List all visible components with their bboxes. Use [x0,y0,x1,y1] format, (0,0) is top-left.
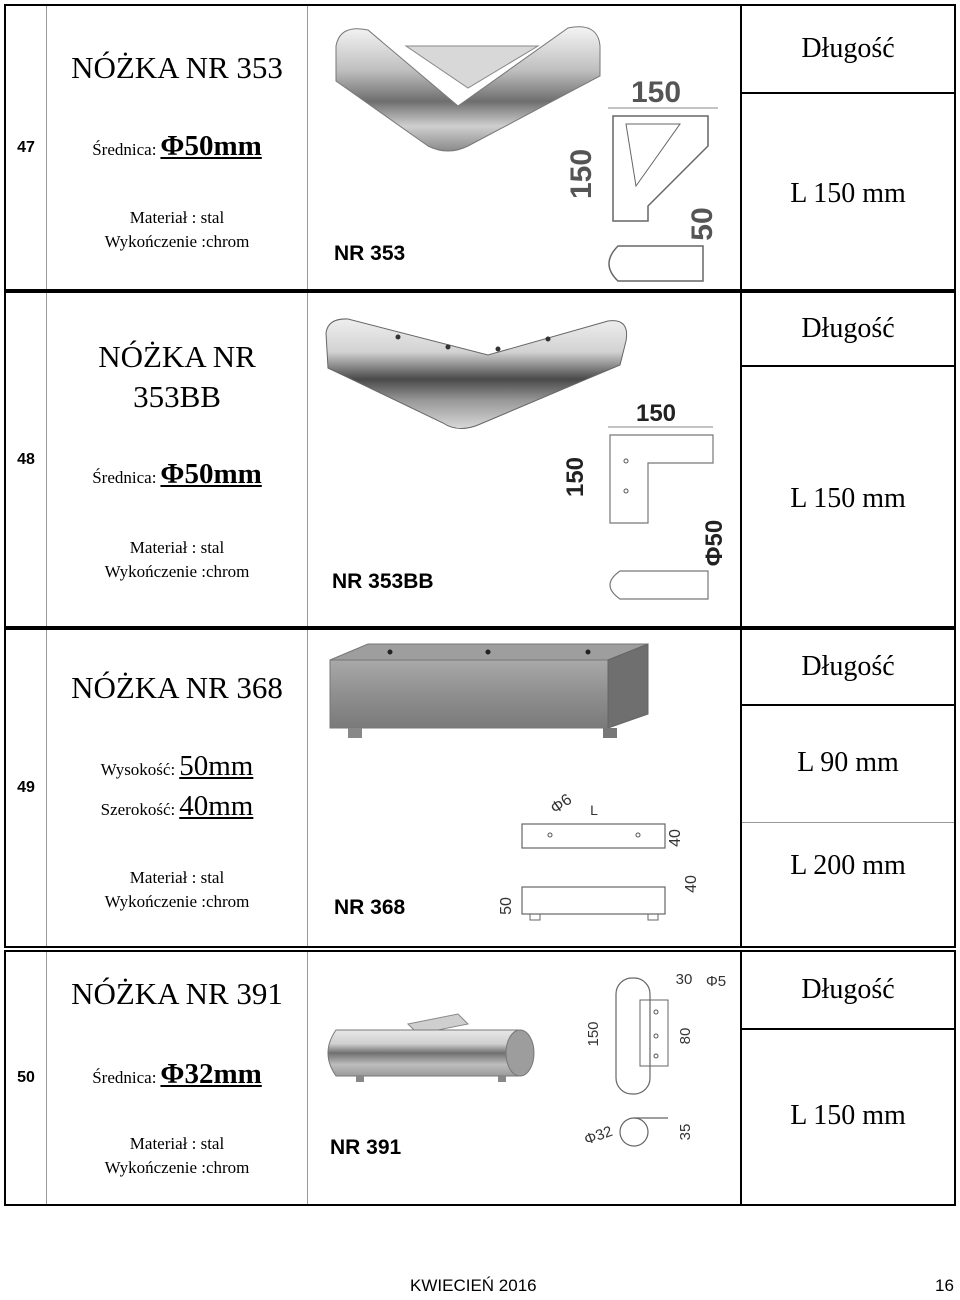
length-value: L 150 mm [790,1100,906,1131]
diameter-line [47,1058,307,1091]
dim-label: Φ6 [547,791,576,818]
length-column [740,6,954,289]
item-number: 48 [6,293,47,626]
length-value: L 150 mm [790,178,906,209]
item-number: 47 [6,6,47,289]
width-line [47,790,307,823]
product-description [47,6,308,289]
product-code: NR 353 [334,242,406,265]
finish-line: Wykończenie :chrom [104,232,250,251]
dim-label: 80 [677,1027,694,1045]
dim-label: 150 [562,456,589,498]
product-description [47,630,308,946]
diameter-line [47,130,307,163]
dim-label: L [590,802,598,818]
dim-label: 150 [635,400,677,427]
diameter-label: Średnica: [92,140,157,159]
length-column [740,630,954,946]
dim-label: Φ50 [701,519,728,567]
dim-label: 40 [683,875,700,893]
product-code: NR 391 [330,1136,402,1159]
product-row-47 [4,4,956,291]
diameter-value: Φ50mm [160,458,262,490]
item-number: 50 [6,952,47,1204]
diameter-value: Φ50mm [160,130,262,162]
height-value: 50mm [179,750,254,782]
product-images [308,6,740,289]
product-code: NR 368 [334,896,406,919]
product-images [308,952,740,1204]
material-line: Materiał : stal [129,868,225,887]
dim-label: 40 [667,829,684,847]
product-description [47,952,308,1204]
width-label: Szerokość: [100,800,176,819]
page-number: 16 [935,1276,954,1295]
product-images [308,293,740,626]
length-value: L 150 mm [790,483,906,514]
diameter-label: Średnica: [92,468,157,487]
dim-label: 35 [677,1123,694,1141]
product-title: NÓŻKA NR 353 [71,50,283,85]
dim-label: 150 [630,76,682,109]
length-header: Długość [742,630,954,706]
dim-label: 150 [565,148,598,200]
height-line [47,750,307,783]
product-description [47,293,308,626]
product-code: NR 353BB [332,570,434,593]
dim-label: 30 [675,971,693,988]
finish-line: Wykończenie :chrom [104,892,250,911]
dim-label: 150 [585,1021,602,1047]
height-label: Wysokość: [100,760,176,779]
length-value: L 90 mm [797,747,899,778]
length-divider [742,822,954,823]
technical-drawing [308,952,740,1204]
dim-label: Φ5 [705,973,727,990]
dim-label: 50 [498,897,515,915]
diameter-value: Φ32mm [160,1058,262,1090]
product-title-line-1: NÓŻKA NR [98,339,256,374]
footer-date: KWIECIEŃ 2016 [410,1276,537,1295]
product-row-48 [4,291,956,628]
length-column [740,293,954,626]
finish-line: Wykończenie :chrom [104,1158,250,1177]
material-line: Materiał : stal [129,1134,225,1153]
finish-line: Wykończenie :chrom [104,562,250,581]
length-header: Długość [742,6,954,94]
length-header: Długość [742,293,954,367]
width-value: 40mm [179,790,254,822]
dim-label: 50 [686,207,719,241]
product-title: NÓŻKA NR 368 [71,670,283,705]
dim-label: Φ32 [582,1122,615,1149]
product-images [308,630,740,946]
material-line: Materiał : stal [129,538,225,557]
length-column [740,952,954,1204]
material-line: Materiał : stal [129,208,225,227]
product-row-49 [4,628,956,948]
product-title: NÓŻKA NR 391 [71,976,283,1011]
product-row-50 [4,950,956,1206]
product-title-line-2: 353BB [133,379,221,414]
diameter-line [47,458,307,491]
length-header: Długość [742,952,954,1030]
item-number: 49 [6,630,47,946]
length-value: L 200 mm [790,850,906,881]
diameter-label: Średnica: [92,1068,157,1087]
